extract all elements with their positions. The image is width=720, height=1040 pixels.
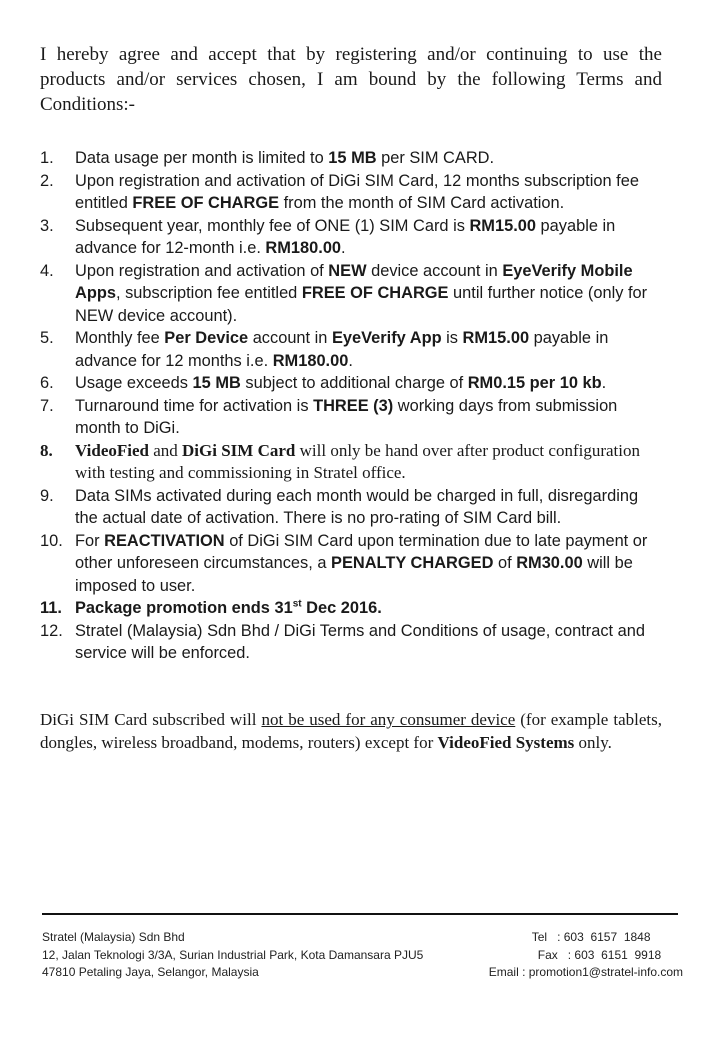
term-text	[75, 372, 665, 395]
term-item	[40, 485, 665, 530]
term-number: 5.	[40, 329, 54, 347]
footer-address-block	[42, 929, 423, 982]
footer-address-line-2: 47810 Petaling Jaya, Selangor, Malaysia	[42, 965, 259, 979]
term-bold-text: EyeVerify App	[331, 329, 442, 347]
term-bold-text: EyeVerify Mobile Apps	[75, 261, 633, 302]
term-plain-text: .	[377, 599, 382, 617]
term-bold-text: RM15.00	[462, 329, 530, 347]
term-number: 9.	[40, 486, 54, 505]
term-item	[40, 440, 665, 485]
term-bold-text: 15 MB	[192, 374, 241, 392]
term-plain-text: per SIM CARD.	[376, 149, 495, 167]
footer-address-line-1: 12, Jalan Teknologi 3/3A, Surian Industrial Park, Kota Damansara PJU5	[42, 947, 424, 962]
term-plain-text: Usage exceeds	[75, 374, 193, 392]
term-bold-text: DiGi SIM Card	[182, 440, 296, 460]
term-item	[40, 372, 665, 395]
term-plain-text: of DiGi SIM Card upon termination due to late payment or other unforeseen circumstances, a	[75, 531, 648, 572]
term-plain-text: device account in	[366, 261, 503, 280]
term-plain-text: Upon registration and activation of	[75, 261, 329, 280]
term-plain-text: .	[341, 239, 346, 257]
closing-underlined-text: not be used for any consumer device	[261, 710, 516, 729]
footer-tel: Tel : 603 6157 1848	[531, 930, 651, 944]
term-plain-text: account in	[248, 329, 332, 347]
term-item	[40, 395, 665, 440]
term-number: 2.	[40, 171, 54, 190]
term-item	[40, 147, 665, 170]
term-bold-text: Dec 2016	[301, 599, 378, 617]
term-text	[75, 530, 665, 598]
term-bold-text: VideoFied	[75, 440, 149, 460]
term-item	[40, 170, 665, 215]
term-bold-text: RM30.00	[516, 554, 583, 572]
term-text	[75, 215, 665, 260]
term-item	[40, 215, 665, 260]
term-plain-text: is	[441, 329, 463, 347]
term-text	[75, 440, 665, 485]
footer-divider	[42, 913, 678, 915]
closing-text-start: DiGi SIM Card subscribed will	[40, 710, 262, 729]
term-bold-text: RM180.00	[265, 239, 342, 257]
term-number: 12.	[40, 621, 63, 640]
term-plain-text: .	[348, 351, 353, 370]
term-number: 4.	[40, 261, 54, 280]
term-text	[75, 620, 665, 665]
footer-contact-block	[489, 929, 683, 982]
term-plain-text: from the month of SIM Card activation.	[279, 194, 565, 212]
term-item	[40, 260, 665, 328]
term-plain-text: For	[75, 531, 105, 550]
term-bold-text: RM0.15 per 10 kb	[467, 374, 602, 392]
term-plain-text: until further notice (only for NEW device account).	[75, 284, 648, 325]
term-superscript: st	[292, 598, 302, 610]
term-bold-text: FREE OF CHARGE	[301, 284, 449, 302]
term-bold-text: REACTIVATION	[104, 531, 225, 550]
term-bold-text: 15 MB	[328, 149, 377, 167]
closing-text-middle: (for example tablets, dongles, wireless broadband, modems, routers) except for	[40, 710, 662, 752]
term-text	[75, 485, 665, 530]
term-plain-text: payable in advance for 12-month i.e.	[75, 216, 616, 257]
term-text	[75, 170, 665, 215]
term-number: 11.	[40, 599, 62, 617]
terms-list	[40, 147, 665, 665]
term-number: 10.	[40, 531, 63, 550]
term-item	[40, 620, 665, 665]
term-number: 6.	[40, 374, 54, 392]
term-number: 7.	[40, 396, 54, 415]
term-plain-text: Data usage per month is limited to	[75, 149, 329, 167]
term-plain-text: will only be hand over after product configuration with testing and commissioning in Stratel office.	[75, 440, 640, 482]
term-text	[75, 147, 665, 170]
term-bold-text: PENALTY CHARGED	[331, 554, 494, 572]
term-plain-text: working days from submission month to DiGi.	[75, 396, 618, 437]
term-plain-text: payable in advance for 12 months i.e.	[75, 329, 609, 370]
term-bold-text: RM15.00	[469, 216, 536, 235]
term-text	[75, 597, 665, 620]
term-item	[40, 327, 665, 372]
closing-text-end: only.	[574, 733, 612, 752]
term-bold-text: FREE OF CHARGE	[132, 194, 280, 212]
term-plain-text: Stratel (Malaysia) Sdn Bhd / DiGi Terms and Conditions of usage, contract and service will be enforced.	[75, 621, 646, 662]
term-text	[75, 260, 665, 328]
term-number: 1.	[40, 149, 54, 167]
term-text	[75, 327, 665, 372]
term-plain-text: will be imposed to user.	[75, 554, 633, 595]
term-number: 3.	[40, 216, 54, 235]
term-plain-text: and	[148, 440, 183, 460]
footer-email: Email : promotion1@stratel-info.com	[488, 965, 683, 979]
term-plain-text: Monthly fee	[75, 329, 165, 347]
term-plain-text: subject to additional charge of	[240, 374, 468, 392]
term-item	[40, 530, 665, 598]
term-plain-text: of	[493, 554, 517, 572]
footer-company: Stratel (Malaysia) Sdn Bhd	[42, 930, 185, 944]
term-plain-text: Subsequent year, monthly fee of ONE (1) SIM Card is	[75, 216, 470, 235]
footer-fax: Fax : 603 6151 9918	[537, 947, 662, 962]
intro-paragraph: I hereby agree and accept that by registering and/or continuing to use the products and/or services chosen, I am bound by the following Terms and Conditions:-	[40, 44, 662, 115]
term-text	[75, 395, 665, 440]
term-plain-text: Upon registration and activation of DiGi SIM Card, 12 months subscription fee entitled	[75, 171, 639, 212]
term-bold-text: THREE (3)	[313, 396, 394, 415]
term-item	[40, 597, 665, 620]
term-number: 8.	[40, 440, 53, 460]
term-plain-text: .	[601, 374, 607, 392]
term-bold-text: NEW	[328, 261, 367, 280]
term-plain-text: Turnaround time for activation is	[75, 396, 314, 415]
term-plain-text: , subscription fee entitled	[115, 284, 302, 302]
closing-paragraph	[40, 708, 662, 754]
term-plain-text: Data SIMs activated during each month would be charged in full, disregarding the actual date of activation. There is no pro-rating of SIM Card bill.	[75, 486, 639, 527]
term-bold-text: Package promotion ends 31	[75, 599, 293, 617]
term-bold-text: Per Device	[164, 329, 249, 347]
term-bold-text: RM180.00	[272, 351, 349, 370]
closing-bold-text: VideoFied Systems	[437, 733, 575, 752]
